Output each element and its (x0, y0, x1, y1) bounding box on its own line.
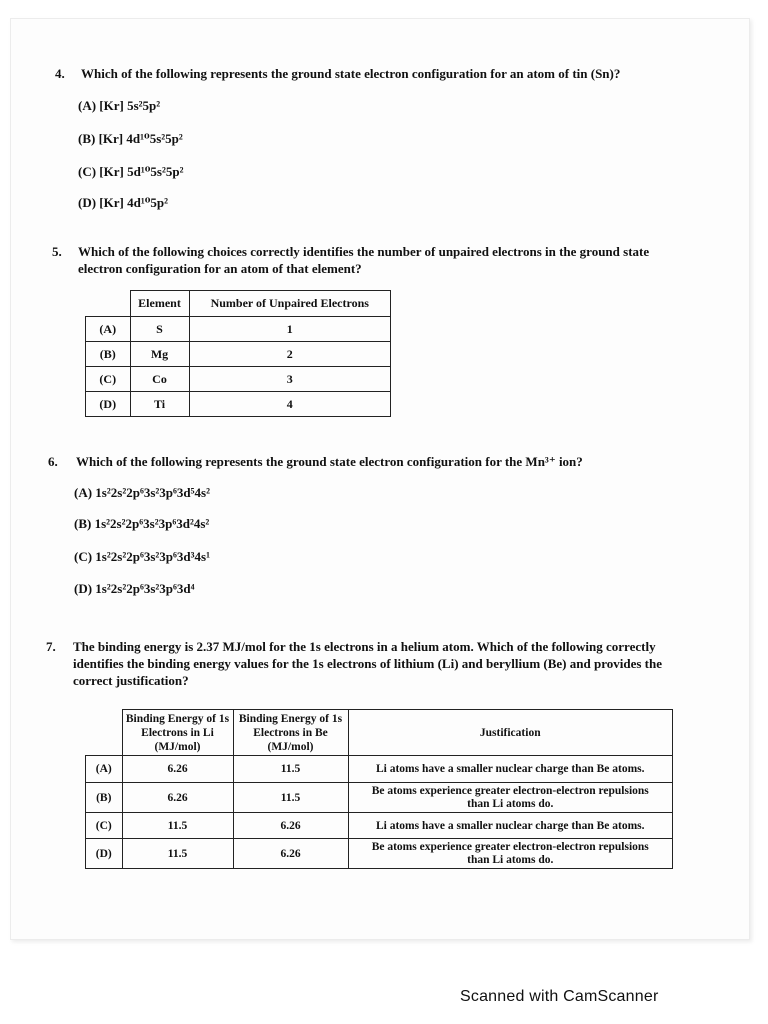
question-text: Which of the following represents the ground state electron configuration for the Mn³⁺ ion? (76, 454, 583, 469)
column-header: Number of Unpaired Electrons (189, 291, 391, 317)
table-row: (B) 6.26 11.5 Be atoms experience greater electron-electron repulsions than Li atoms do. (86, 783, 673, 813)
question-text-line2: electron configuration for an atom of that element? (78, 261, 362, 276)
option-6a: (A) 1s²2s²2p⁶3s²3p⁶3d⁵4s² (74, 485, 211, 500)
scanned-page (10, 18, 750, 940)
table-row: (C) Co 3 (86, 367, 391, 392)
question-7 (46, 639, 746, 691)
question-text-line3: correct justification? (73, 673, 189, 688)
table-row: (C) 11.5 6.26 Li atoms have a smaller nuclear charge than Be atoms. (86, 813, 673, 839)
table-row: (D) Ti 4 (86, 392, 391, 417)
column-header: Binding Energy of 1s Electrons in Li (MJ/mol) (122, 710, 233, 756)
question-text-line1: The binding energy is 2.37 MJ/mol for the 1s electrons in a helium atom. Which of the following correctly (73, 639, 656, 654)
question-number: 5. (52, 244, 62, 259)
unpaired-electrons-table (85, 290, 391, 417)
option-4d: (D) [Kr] 4d¹⁰5p² (78, 195, 169, 210)
column-header: Element (130, 291, 189, 317)
column-header: Binding Energy of 1s Electrons in Be (MJ/mol) (233, 710, 348, 756)
table-row: (A) S 1 (86, 317, 391, 342)
question-text-line1: Which of the following choices correctly identifies the number of unpaired electrons in the ground state (78, 244, 650, 259)
table-row: (D) 11.5 6.26 Be atoms experience greater electron-electron repulsions than Li atoms do. (86, 839, 673, 869)
option-4b: (B) [Kr] 4d¹⁰5s²5p² (78, 131, 183, 146)
question-text: Which of the following represents the ground state electron configuration for an atom of tin (Sn)? (81, 66, 621, 81)
scanner-watermark: Scanned with CamScanner (460, 988, 659, 1005)
question-number: 7. (46, 639, 56, 654)
option-4a: (A) [Kr] 5s²5p² (78, 98, 161, 113)
table-row: (B) Mg 2 (86, 342, 391, 367)
table-row: (A) 6.26 11.5 Li atoms have a smaller nuclear charge than Be atoms. (86, 756, 673, 783)
option-6b: (B) 1s²2s²2p⁶3s²3p⁶3d²4s² (74, 516, 210, 531)
question-text-line2: identifies the binding energy values for the 1s electrons of lithium (Li) and beryllium (Be) and provides the (73, 656, 662, 671)
option-6c: (C) 1s²2s²2p⁶3s²3p⁶3d³4s¹ (74, 549, 211, 564)
option-4c: (C) [Kr] 5d¹⁰5s²5p² (78, 164, 184, 179)
column-header: Justification (348, 710, 673, 756)
question-number: 6. (48, 454, 58, 469)
question-5 (52, 244, 742, 278)
question-number: 4. (55, 66, 65, 81)
binding-energy-table (85, 709, 673, 869)
option-6d: (D) 1s²2s²2p⁶3s²3p⁶3d⁴ (74, 581, 195, 596)
